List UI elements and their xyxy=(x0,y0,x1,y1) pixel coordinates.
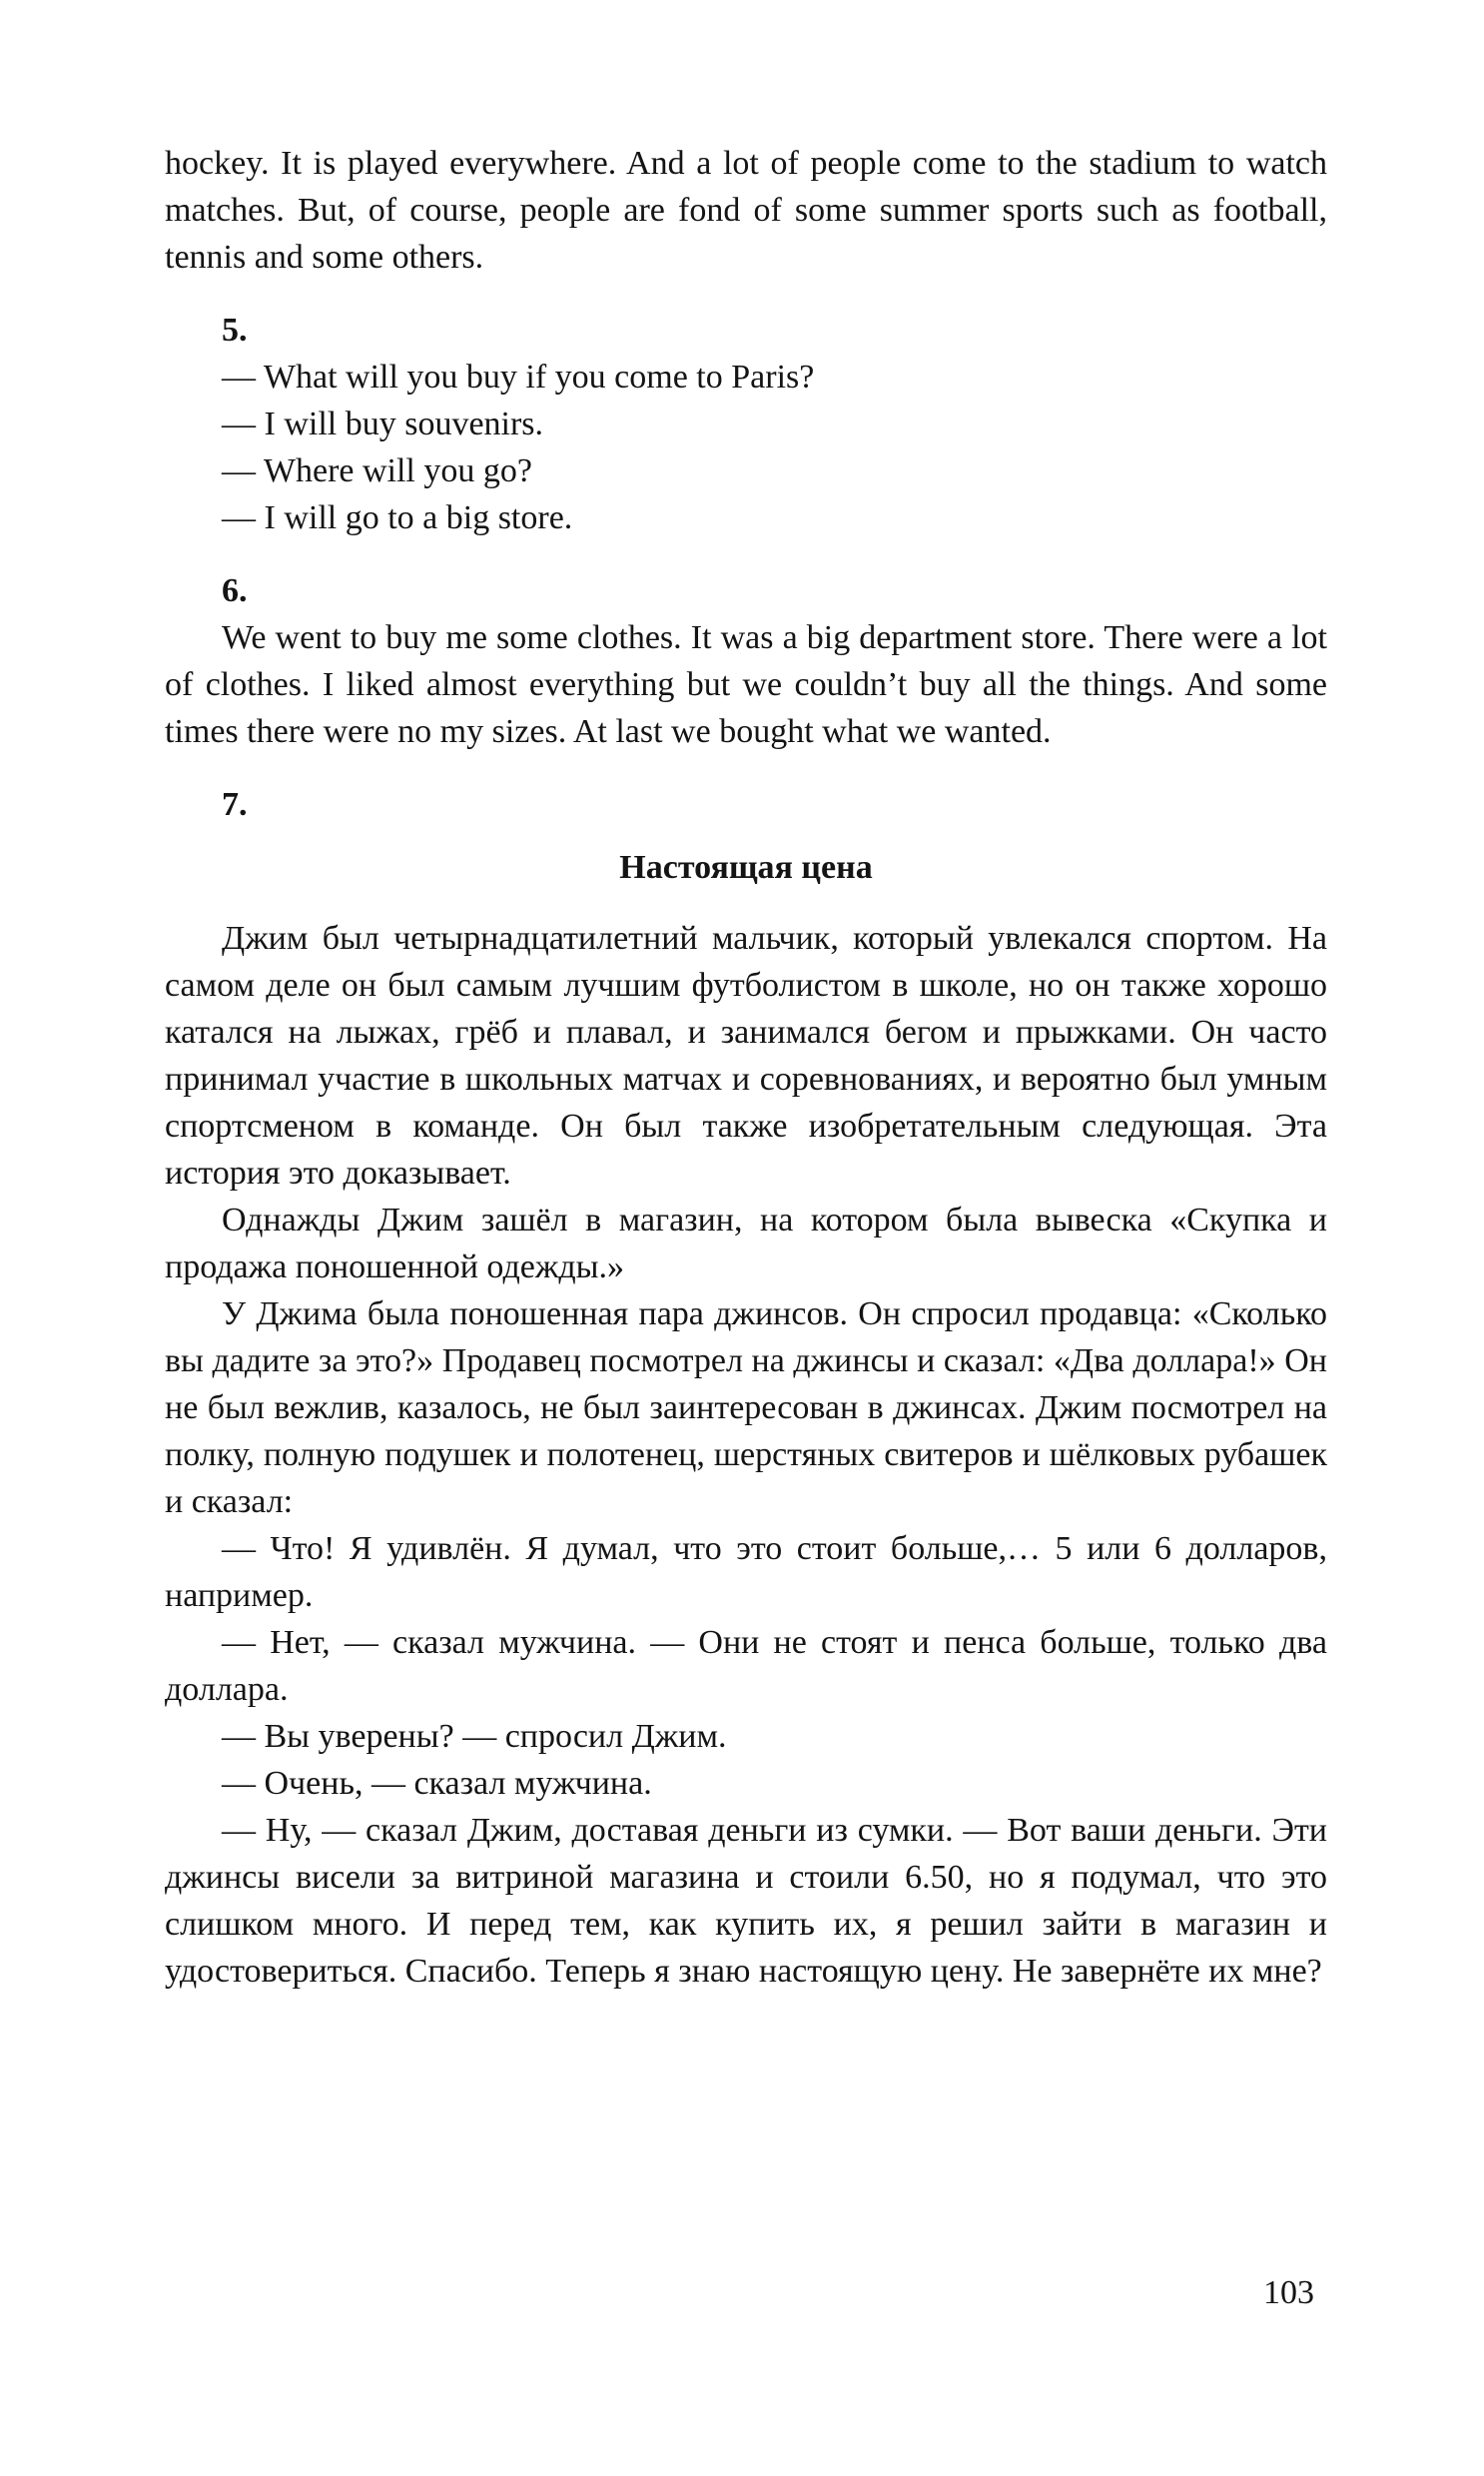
section-5-dialogue-line-1: — What will you buy if you come to Paris? xyxy=(222,359,815,396)
section-5-dialogue-line-3: — Where will you go? xyxy=(222,452,532,489)
story-dialogue-paragraph-5: — Ну, — сказал Джим, доставая деньги из сумки. — Вот ваши деньги. Эти джинсы висели за витриной магазина и стоили 6.50, но я подумал, что это слишком много. И перед тем, как купить их, я решил зайти в магазин и удостовериться. Спасибо. Теперь я знаю настоящую цену. Не завернёте их мне? xyxy=(165,1812,1327,1990)
section-6-paragraph: We went to buy me some clothes. It was a big department store. There were a lot of clothes. I liked almost everything but we couldn’t buy all the things. And some times there were no my sizes. At last we bought what we wanted. xyxy=(165,619,1327,750)
story-title: Настоящая цена xyxy=(619,849,873,886)
story-paragraph-3: У Джима была поношенная пара джинсов. Он спросил продавца: «Сколько вы дадите за это?» Продавец посмотрел на джинсы и сказал: «Два доллара!» Он не был вежлив, казалось, не был заинтересован в джинсах. Джим посмотрел на полку, полную подушек и полотенец, шерстяных свитеров и шёлковых рубашек и сказал: xyxy=(165,1295,1327,1520)
story-paragraph-1: Джим был четырнадцатилетний мальчик, который увлекался спортом. На самом деле он был самым лучшим футболистом в школе, но он также хорошо катался на лыжах, грёб и плавал, и занимался бегом и прыжками. Он часто принимал участие в школьных матчах и соревнованиях, и вероятно был умным спортсменом в команде. Он был также изобретательным следующая. Эта история это доказывает. xyxy=(165,920,1327,1192)
story-dialogue-paragraph-1: — Что! Я удивлён. Я думал, что это стоит больше,… 5 или 6 долларов, например. xyxy=(165,1530,1327,1614)
section-5-dialogue-line-4: — I will go to a big store. xyxy=(222,499,573,536)
page-number: 103 xyxy=(1263,2274,1314,2311)
story-dialogue-paragraph-2: — Нет, — сказал мужчина. — Они не стоят и пенса больше, только два доллара. xyxy=(165,1624,1327,1708)
section-7-label: 7. xyxy=(222,786,248,823)
section-6-label: 6. xyxy=(222,572,248,609)
story-dialogue-paragraph-4: — Очень, — сказал мужчина. xyxy=(222,1765,652,1802)
section-5-label: 5. xyxy=(222,312,248,349)
intro-paragraph: hockey. It is played everywhere. And a lot of people come to the stadium to watch matches. But, of course, people are fond of some summer sports such as football, tennis and some others. xyxy=(165,145,1327,276)
story-paragraph-2: Однажды Джим зашёл в магазин, на котором была вывеска «Скупка и продажа поношенной одежды.» xyxy=(165,1202,1327,1285)
story-dialogue-paragraph-3: — Вы уверены? — спросил Джим. xyxy=(222,1718,727,1755)
section-5-dialogue-line-2: — I will buy souvenirs. xyxy=(222,406,544,442)
